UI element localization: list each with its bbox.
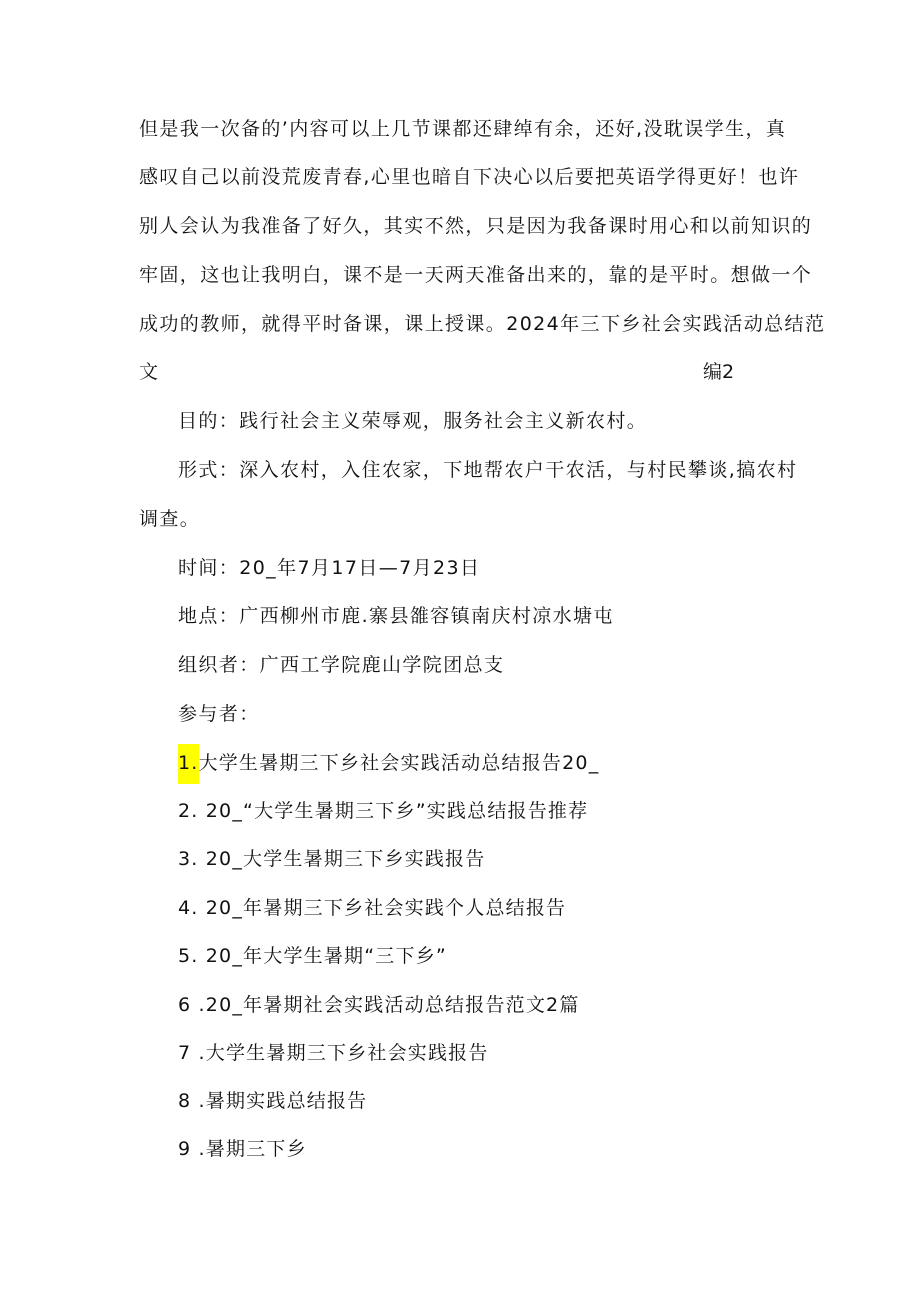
place-line: 地点：广西柳州市鹿.寨县雒容镇南庆村凉水塘屯 (178, 605, 614, 627)
paragraph-line-1: 但是我一次备的’内容可以上几节课都还肆绰有余，还好,没耽误学生，真 (139, 118, 787, 140)
section-tag: 编2 (703, 361, 735, 383)
list-item-text: .大学生暑期三下乡社会实践报告 (191, 1042, 489, 1064)
list-item-2 (178, 798, 588, 824)
list-number: 4. (178, 897, 199, 919)
list-item-7 (178, 1040, 489, 1066)
form-line-1: 形式：深入农村，入住农家，下地帮农户干农活，与村民攀谈,搞农村 (178, 459, 798, 481)
list-item-4 (178, 895, 566, 921)
time-line: 时间：20_年7月17日—7月23日 (178, 557, 481, 579)
list-item-text: .暑期三下乡 (191, 1138, 307, 1160)
list-item-text: 大学生暑期三下乡社会实践活动总结报告20_ (198, 752, 600, 774)
purpose-line: 目的：践行社会主义荣辱观，服务社会主义新农村。 (178, 410, 648, 432)
list-number: 6 (178, 994, 192, 1016)
list-item-text: 20_大学生暑期三下乡实践报告 (198, 848, 486, 870)
paragraph-line-5: 成功的教师，就得平时备课，课上授课。2024年三下乡社会实践活动总结范 (139, 313, 826, 335)
list-number: 8 (178, 1090, 192, 1112)
organizer-line: 组织者：广西工学院鹿山学院团总支 (178, 654, 505, 676)
form-line-2: 调查。 (139, 508, 201, 530)
list-number: 5. (178, 945, 199, 967)
paragraph-line-6: 文 (139, 361, 160, 383)
list-item-3 (178, 846, 485, 872)
list-number: 2. (178, 800, 199, 822)
list-number-highlight: 1. (178, 744, 199, 784)
list-item-9 (178, 1136, 307, 1162)
list-item-text: .暑期实践总结报告 (191, 1090, 368, 1112)
list-item-5 (178, 943, 447, 969)
list-item-text: .20_年暑期社会实践活动总结报告范文2篇 (191, 994, 580, 1016)
paragraph-line-2: 感叹自己以前没荒废青春,心里也暗自下决心以后要把英语学得更好！也许 (139, 166, 800, 188)
list-item-text: 20_年大学生暑期“三下乡” (198, 945, 447, 967)
participants-line: 参与者： (178, 703, 260, 725)
list-number: 9 (178, 1138, 192, 1160)
list-number: 7 (178, 1042, 192, 1064)
list-item-1 (178, 750, 599, 784)
paragraph-line-4: 牢固，这也让我明白，课不是一天两天准备出来的，靠的是平时。想做一个 (139, 264, 813, 286)
list-item-text: 20_“大学生暑期三下乡”实践总结报告推荐 (198, 800, 589, 822)
list-item-text: 20_年暑期三下乡社会实践个人总结报告 (198, 897, 567, 919)
paragraph-line-3: 别人会认为我准备了好久，其实不然，只是因为我备课时用心和以前知识的 (139, 215, 813, 237)
list-item-8 (178, 1088, 367, 1114)
list-item-6 (178, 992, 580, 1018)
list-number: 3. (178, 848, 199, 870)
